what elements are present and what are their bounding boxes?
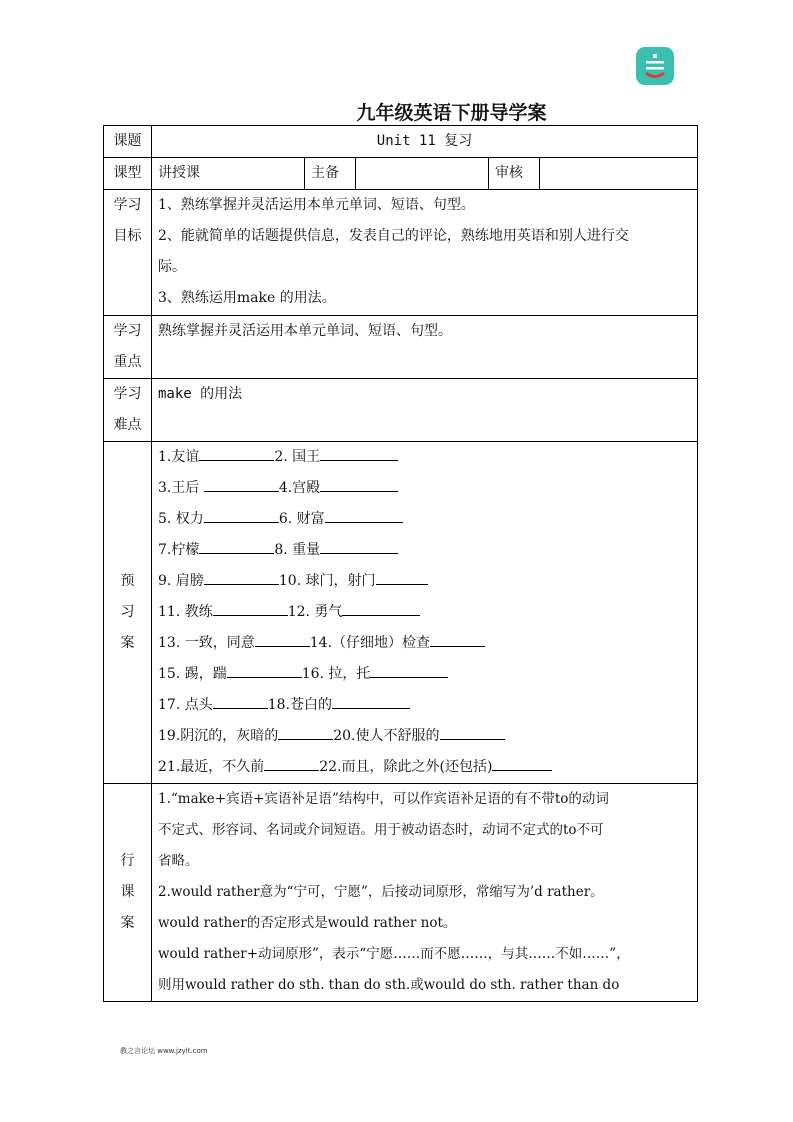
lesson-line: 2.would rather意为“宁可，宁愿”，后接动词原形，常缩写为’d rather。 xyxy=(158,884,604,900)
vocab-line: 19.阴沉的，灰暗的 20.使人不舒服的 xyxy=(158,721,691,752)
vocab-line: 11. 教练 12. 勇气 xyxy=(158,597,691,628)
goals-label: 学习 目标 xyxy=(104,190,152,316)
vocab-line: 21.最近，不久前 22.而且，除此之外(还包括) xyxy=(158,752,691,783)
type-label: 课型 xyxy=(104,158,152,190)
difficulties-text: make 的用法 xyxy=(152,379,698,442)
lesson-content xyxy=(152,784,698,1002)
key-points-text: 熟练掌握并灵活运用本单元单词、短语、句型。 xyxy=(152,316,698,379)
document-title: 九年级英语下册导学案 xyxy=(356,102,547,124)
lead-label: 主备 xyxy=(305,158,356,190)
brand-logo-icon xyxy=(636,47,674,85)
goal-item: 际。 xyxy=(158,259,186,275)
lesson-line: 不定式、形容词、名词或介词短语。用于被动语态时，动词不定式的to不可 xyxy=(158,822,604,838)
review-label: 审核 xyxy=(489,158,540,190)
vocab-line: 7.柠檬 8. 重量 xyxy=(158,535,691,566)
vocab-line: 15. 踢，踹 16. 拉，托 xyxy=(158,659,691,690)
lesson-line: would rather的否定形式是would rather not。 xyxy=(158,915,457,931)
preview-label: 预 习 案 xyxy=(104,442,152,784)
lesson-label: 行 课 案 xyxy=(104,784,152,1002)
vocab-line: 1.友谊 2. 国王 xyxy=(158,442,691,473)
vocab-line: 5. 权力 6. 财富 xyxy=(158,504,691,535)
lead-value xyxy=(356,158,489,190)
lesson-line: 则用would rather do sth. than do sth.或would do sth. rather than do xyxy=(158,977,620,993)
review-value xyxy=(540,158,698,190)
type-value: 讲授课 xyxy=(152,158,305,190)
key-points-label: 学习 重点 xyxy=(104,316,152,379)
lesson-line: 1.“make+宾语+宾语补足语”结构中，可以作宾语补足语的有不带to的动词 xyxy=(158,791,609,807)
footer-site-text: 教之言论坛 www.jzylt.com xyxy=(120,1047,208,1055)
lesson-line: would rather+动词原形”，表示“宁愿……而不愿……，与其……不如……”， xyxy=(158,946,630,962)
goal-item: 1、熟练掌握并灵活运用本单元单词、短语、句型。 xyxy=(158,197,475,213)
goals-content xyxy=(152,190,698,316)
difficulties-label: 学习 难点 xyxy=(104,379,152,442)
lesson-plan-table xyxy=(103,125,698,1002)
preview-vocab-list xyxy=(152,442,698,784)
topic-label: 课题 xyxy=(104,126,152,158)
lesson-line: 省略。 xyxy=(158,853,199,869)
goal-item: 3、熟练运用make 的用法。 xyxy=(158,290,336,306)
vocab-line: 3.王后 4.宫殿 xyxy=(158,473,691,504)
goal-item: 2、能就简单的话题提供信息，发表自己的评论，熟练地用英语和别人进行交 xyxy=(158,228,629,244)
vocab-line: 9. 肩膀 10. 球门，射门 xyxy=(158,566,691,597)
vocab-line: 17. 点头 18.苍白的 xyxy=(158,690,691,721)
topic-value: Unit 11 复习 xyxy=(152,126,698,158)
vocab-line: 13. 一致，同意 14.（仔细地）检查 xyxy=(158,628,691,659)
